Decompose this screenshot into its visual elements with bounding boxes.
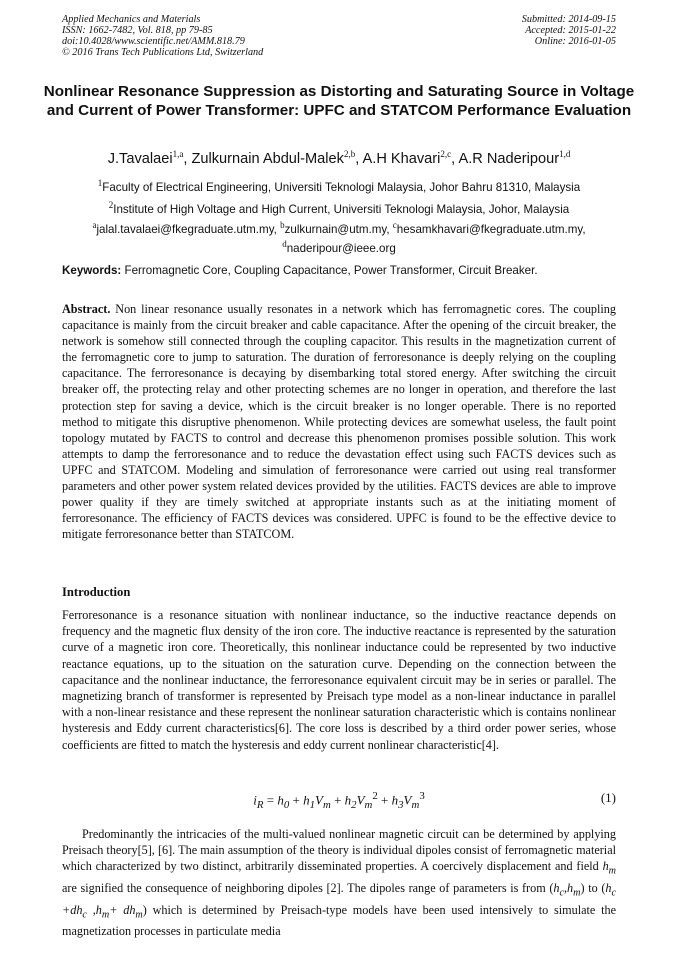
section-heading-introduction: Introduction xyxy=(62,585,131,599)
paper-title: Nonlinear Resonance Suppression as Distorting and Saturating Source in Voltage and Current of Power Transformer: UPFC and STATCOM Performance Evaluation xyxy=(43,83,635,119)
equation-number: (1) xyxy=(600,790,616,805)
author: A.H Khavari$^{2,c}$, xyxy=(362,149,459,167)
author: A.R Naderipour$^{1,d}$ xyxy=(458,149,571,167)
introduction-paragraph: Ferroresonance is a resonance situation with nonlinear inductance, so the inductive reactance depends on frequency and the magnetic flux density of the iron core. The inductive reactance is represented by the saturation curve of a magnetic iron core. Theoretically, this nonlinear inductance could be represented by two inductive reactance equations, up to the situation on the saturation curve. Depending on the connection between the capacitance and the nonlinear inductance, the ferroresonance equivalent circuit may be in series or parallel. The magnetizing branch of transformer is represented by Preisach type model as a non-linear inductance in parallel with a non-linear resistance and these represent the nonlinear saturation characteristic which is contains nonlinear hysteresis and Eddy current characteristics[6]. The core loss is described by a third order power series, whose coefficients are fitted to match the hysteresis and eddy current nonlinear characteristic[4]. xyxy=(62,608,616,752)
accepted-date: Accepted: 2015-01-22 xyxy=(525,25,616,36)
keywords-text: Ferromagnetic Core, Coupling Capacitance, Power Transformer, Circuit Breaker. xyxy=(124,264,538,277)
running-header xyxy=(62,14,616,58)
abstract xyxy=(62,301,616,542)
dates-info xyxy=(522,14,616,47)
author: Zulkurnain Abdul-Malek$^{2,b}$, xyxy=(191,149,363,167)
author-emails xyxy=(20,218,658,256)
email: $^a$jalal.tavalaei@fkegraduate.utm.my, xyxy=(92,220,281,236)
author: J.Tavalaei$^{1,a}$, xyxy=(107,149,192,167)
submitted-date: Submitted: 2014-09-15 xyxy=(521,14,616,25)
introduction-paragraph-2: Predominantly the intricacies of the multi-valued nonlinear magnetic circuit can be determined by applying Preisach theory[5], [6]. The main assumption of the theory is individual dipoles consist of ferromagnetic material which characterized by two distinct, arbitrarily disseminated properties. A coercively displacement and field $h_m$ are signified the consequence of neighboring dipoles [2]. The dipoles range of parameters is from $(h_c,h_m)$ to ($h_c +dh_c$ $,h_m+ dh_m$) which is determined by Preisach-type models have been used intensively to simulate the magnetization processes in particulate media xyxy=(62,827,616,939)
equation-body: $i_R = h_0 + h_1V_m + h_2V_m^2 + h_3V_m^3$ xyxy=(253,790,425,811)
abstract-label: Abstract. xyxy=(62,302,111,316)
keywords-label: Keywords: xyxy=(62,264,122,277)
email: $^b$zulkurnain@utm.my, xyxy=(280,220,393,236)
doi: doi:10.4028/www.scientific.net/AMM.818.79 xyxy=(62,36,245,47)
author-list xyxy=(20,149,658,167)
online-date: Online: 2016-01-05 xyxy=(534,36,616,47)
journal-info xyxy=(62,14,263,58)
email: $^d$naderipour@ieee.org xyxy=(282,238,396,255)
email: $^c$hesamkhavari@fkegraduate.utm.my, xyxy=(392,220,586,236)
equation-1 xyxy=(62,790,616,810)
affiliation-1: $^1$Faculty of Electrical Engineering, Universiti Teknologi Malaysia, Johor Bahru 81310, Malaysia xyxy=(97,178,581,194)
abstract-text: Non linear resonance usually resonates in a network which has ferromagnetic cores. The coupling capacitance is mainly from the circuit breaker and cable capacitance. After the opening of the circuit breaker, the network is somehow still connected through the coupling capacitor. This results in the magnetization current of the ferromagnetic core to jump to saturation. The duration of ferroresonance is deeply relying on the coupling capacitance. The ferroresonance is decaying by disembarking total stored energy. After switching the circuit breaker off, the protecting relay and other protecting schemes are no longer in operation, and therefore the last protection step for saving a device, which is the circuit breaker is no longer operable. There is no reported method to mitigate this disruptive phenomenon. While protecting devices are somewhat useless, the fault point topology mutated by FACTS to control and decrease this phenomenon promises possible solution. This work attempts to damp the ferroresonance and to reduce the devastation effect using such FACTS devices such as UPFC and STATCOM. Modeling and simulation of ferroresonance were carried out using real transformer parameters and other power system related devices provided by the utilities. FACTS devices are able to improve power quality if they are timely switched at appropriate instants such as at the initiating moment of ferroresonance. The efficiency of FACTS devices was considered. UPFC is found to be the effective device to mitigate ferroresonance better than STATCOM. xyxy=(62,302,616,542)
issn: ISSN: 1662-7482, Vol. 818, pp 79-85 xyxy=(62,25,213,36)
journal-name: Applied Mechanics and Materials xyxy=(62,14,201,25)
keywords xyxy=(62,264,616,277)
affiliation-2: $^2$Institute of High Voltage and High Current, Universiti Teknologi Malaysia, Johor, Malaysia xyxy=(108,200,570,216)
copyright: © 2016 Trans Tech Publications Ltd, Switzerland xyxy=(62,47,264,58)
